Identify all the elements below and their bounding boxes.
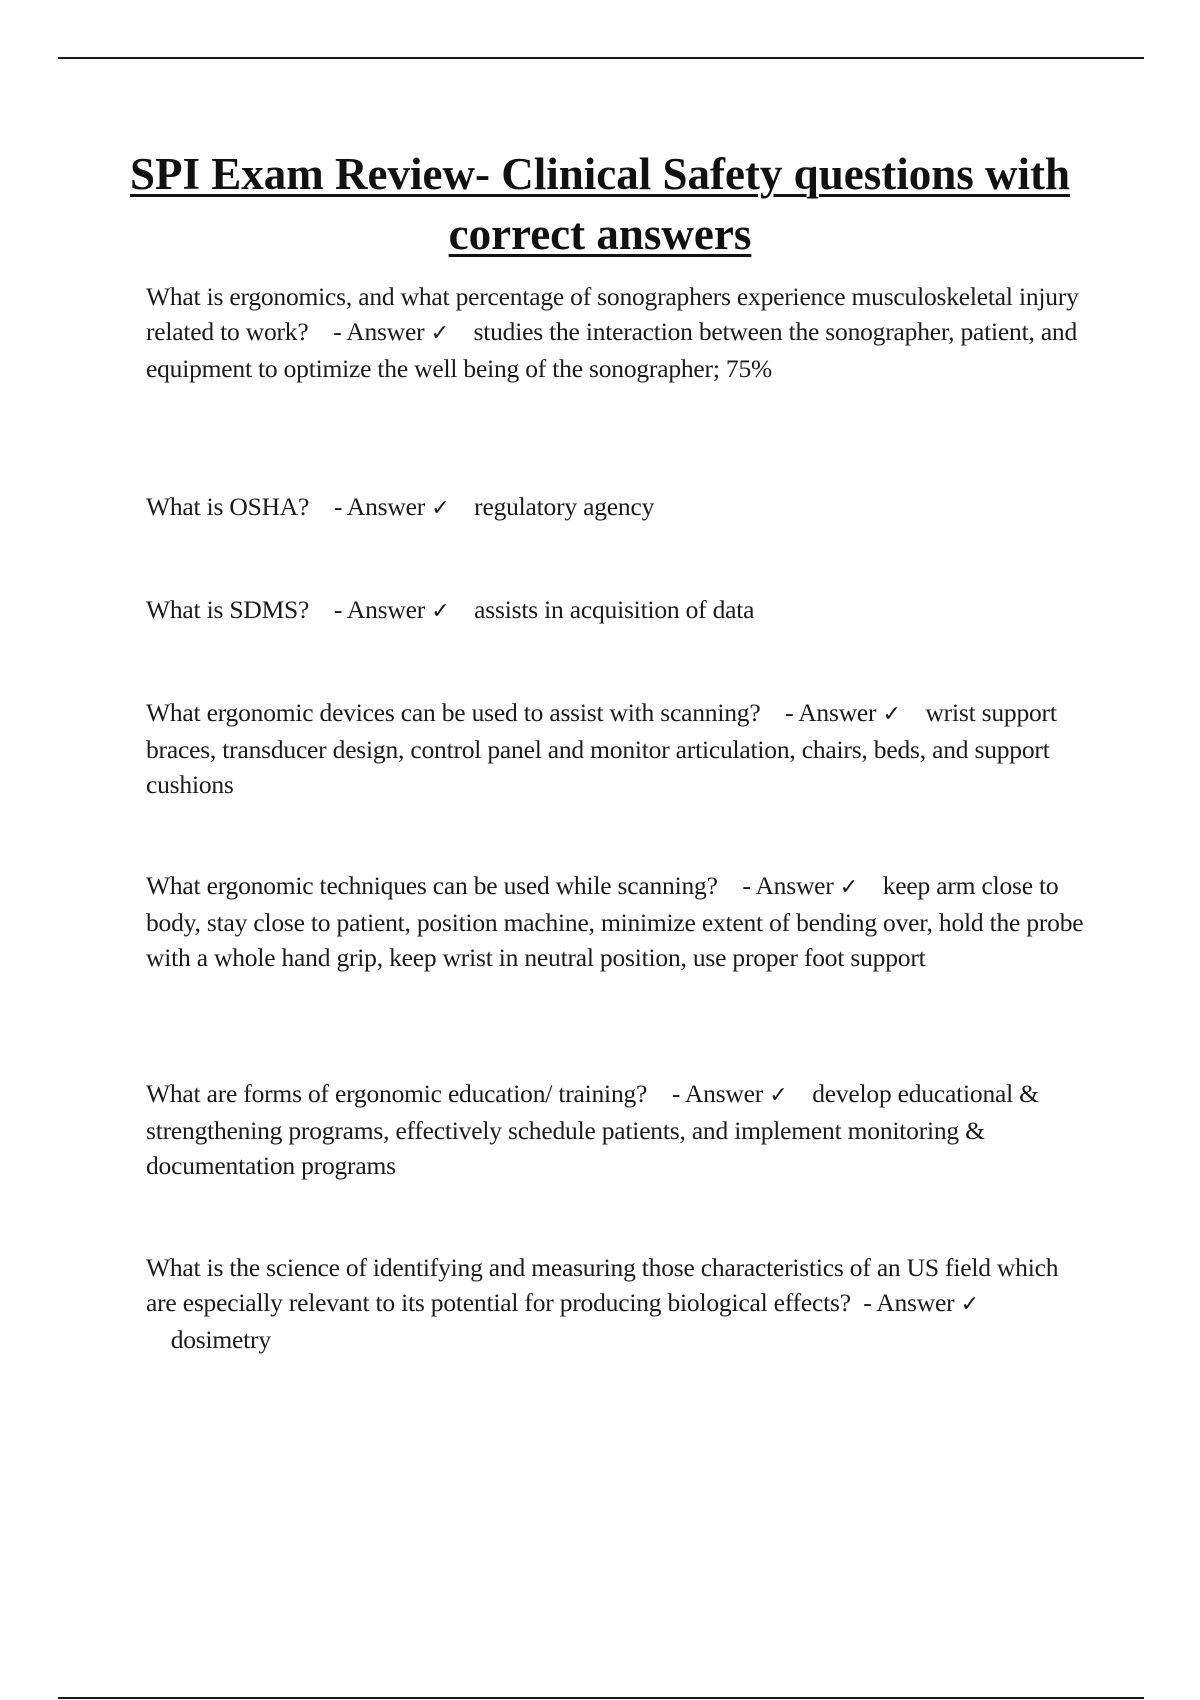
check-icon: ✓: [960, 1292, 979, 1317]
question-text: What is SDMS?: [146, 595, 310, 624]
answer-label: - Answer: [785, 698, 877, 727]
answer-text: keep arm close to body, stay close to patient, position machine, minimize extent of bending over, hold the probe with a whole hand grip, keep wrist in neutral position, use proper foot support: [146, 871, 1084, 972]
check-icon: ✓: [431, 496, 450, 521]
question-text: What ergonomic techniques can be used while scanning?: [146, 871, 718, 900]
answer-text: wrist support braces, transducer design, control panel and monitor articulation, chairs, beds, and support cushions: [146, 698, 1057, 799]
answer-text: assists in acquisition of data: [474, 595, 755, 624]
answer-text: develop educational & strengthening programs, effectively schedule patients, and implement monitoring & documentation programs: [146, 1079, 1039, 1180]
check-icon: ✓: [769, 1083, 788, 1108]
bottom-rule: [58, 1697, 1144, 1699]
qa-item: [146, 592, 1090, 629]
answer-label: - Answer: [333, 595, 426, 624]
check-icon: ✓: [882, 702, 901, 727]
top-rule: [58, 57, 1144, 59]
qa-item: [146, 1250, 1090, 1357]
answer-label: - Answer: [863, 1288, 955, 1317]
qa-item: [146, 695, 1090, 802]
qa-item: [146, 279, 1090, 386]
question-text: What are forms of ergonomic education/ training?: [146, 1079, 648, 1108]
question-text: What is OSHA?: [146, 492, 310, 521]
answer-label: - Answer: [742, 871, 834, 900]
qa-item: [146, 868, 1090, 975]
answer-label: - Answer: [333, 492, 426, 521]
answer-text: dosimetry: [170, 1325, 271, 1354]
answer-label: - Answer: [333, 317, 425, 346]
question-text: What is the science of identifying and measuring those characteristics of an US field which are especially relevant to its potential for producing biological effects?: [146, 1253, 1059, 1317]
qa-item: [146, 489, 1090, 526]
qa-item: [146, 1076, 1090, 1183]
answer-text: regulatory agency: [474, 492, 655, 521]
question-text: What is ergonomics, and what percentage of sonographers experience musculoskeletal injury related to work?: [146, 282, 1079, 346]
answer-label: - Answer: [671, 1079, 764, 1108]
answer-text: studies the interaction between the sonographer, patient, and equipment to optimize the well being of the sonographer; 75%: [146, 317, 1078, 383]
check-icon: ✓: [839, 875, 859, 900]
check-icon: ✓: [431, 599, 450, 624]
question-text: What ergonomic devices can be used to assist with scanning?: [146, 698, 761, 727]
document-title: SPI Exam Review- Clinical Safety questions with correct answers: [129, 149, 1070, 259]
check-icon: ✓: [430, 321, 449, 346]
